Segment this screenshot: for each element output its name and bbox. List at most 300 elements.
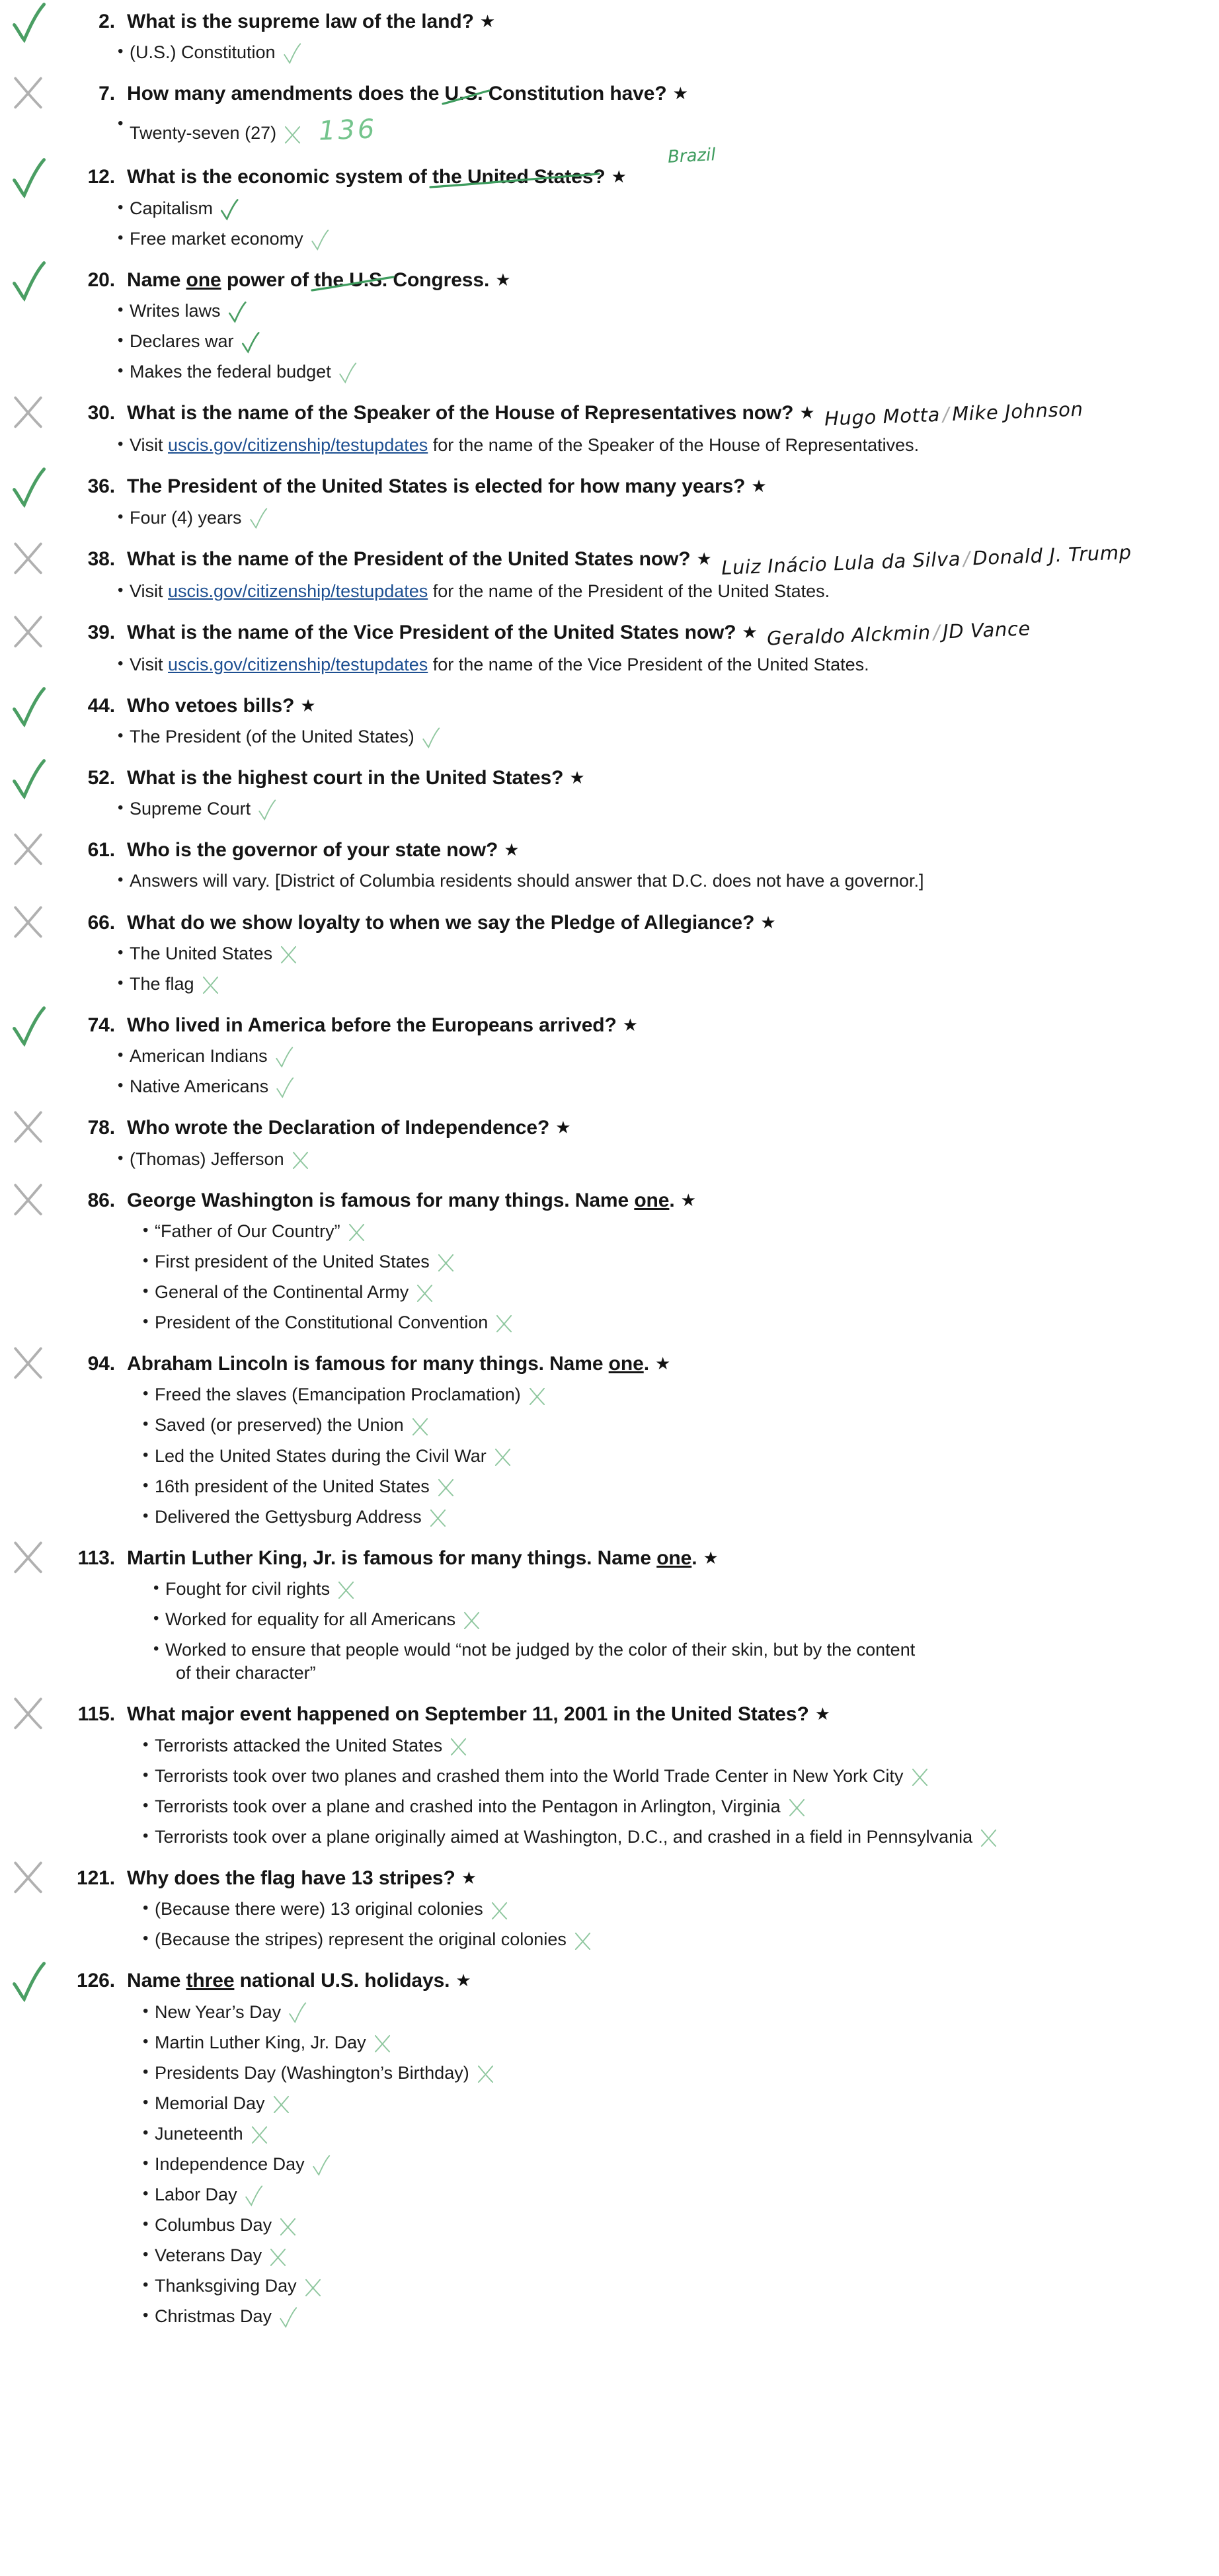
question-block [0,910,1219,996]
handwritten-correction: Brazil [667,145,717,168]
question-heading [74,540,1219,579]
bullet-icon: • [143,2215,149,2234]
question-number: 20. [87,268,115,291]
bullet-icon: • [118,301,124,319]
question-block [0,617,1219,676]
bullet-icon: • [143,1251,149,1269]
question-x-mark-icon [12,831,54,869]
bullet-icon: • [118,654,124,672]
question-x-mark-icon [12,1859,54,1898]
x-mark-icon [491,1901,508,1920]
handwritten-green-text: Geraldo Alckmin [766,620,931,650]
question-text: Why does the flag have 13 stripes? [127,1867,455,1889]
question-x-mark-icon [12,614,54,652]
x-mark-icon [269,2247,287,2267]
x-mark-icon [437,1478,455,1497]
x-mark-icon [429,1508,447,1527]
answer-item [74,869,1200,893]
answer-text: (Thomas) Jefferson [130,1148,284,1169]
question-number: 2. [98,11,115,32]
question-block [0,694,1219,748]
bullet-icon: • [143,1506,149,1525]
answer-list [74,1148,1219,1171]
question-text [127,1547,697,1569]
bullet-icon: • [143,2032,149,2050]
x-mark-icon [788,1798,806,1817]
handwritten-slash: / [963,547,970,570]
bullet-icon: • [143,2306,149,2325]
x-mark-icon [272,2095,290,2114]
testupdates-link[interactable]: uscis.gov/citizenship/testupdates [168,581,428,601]
star-icon: ★ [680,1189,696,1210]
answer-item [74,1383,1219,1406]
bullet-icon: • [143,1796,149,1814]
answer-text: Capitalism [130,198,214,218]
answer-item [74,197,1200,220]
x-mark-icon [374,2034,391,2053]
bullet-icon: • [153,1640,159,1658]
answer-text: “Father of Our Country” [155,1221,340,1241]
question-emphasis: three [186,1970,235,1992]
question-block [0,268,1219,383]
answer-list [74,869,1219,893]
answer-prefix: Visit [130,435,169,456]
question-text-after: . [691,1547,697,1569]
check-mark-icon [283,43,302,64]
answer-text: The President (of the United States) [130,726,414,746]
star-icon: ★ [455,1970,471,1991]
bullet-icon: • [143,1415,149,1433]
question-x-mark-icon [12,904,54,942]
star-icon: ★ [622,1014,638,1035]
answer-item [74,434,1200,457]
answer-text: Worked for equality for all Americans [165,1609,456,1630]
question-x-mark-icon [12,75,54,113]
bullet-icon: • [118,943,124,961]
answer-text: First president of the United States [155,1251,430,1271]
check-mark-icon [220,199,239,220]
question-block [0,540,1219,603]
question-text: Who wrote the Declaration of Independence? [127,1117,550,1139]
question-heading [74,1968,1219,1993]
bullet-icon: • [143,1929,149,1948]
answer-item [74,725,1200,748]
bullet-icon: • [143,1221,149,1239]
answer-item [74,1638,1219,1685]
question-x-mark-icon [12,1109,54,1147]
answer-text: Declares war [130,331,234,352]
x-mark-icon [450,1737,467,1756]
answer-list [74,41,1219,64]
star-icon: ★ [495,269,511,290]
answer-text: Thanksgiving Day [155,2276,297,2296]
check-mark-icon [258,799,277,821]
question-number: 12. [87,166,115,188]
bullet-icon: • [143,1765,149,1784]
question-heading [74,617,1219,650]
star-icon: ★ [654,1353,671,1374]
handwritten-annotation [824,398,1083,432]
question-x-mark-icon [12,1539,54,1578]
answer-text: Memorial Day [155,2093,265,2113]
question-number: 74. [87,1014,115,1036]
handwritten-grey-text: Mike Johnson [951,397,1083,426]
question-heading [74,268,1219,292]
question-heading [74,1188,1219,1213]
answer-item [74,1608,1219,1631]
bullet-icon: • [153,1579,159,1597]
answer-item [74,41,1200,64]
x-mark-icon [416,1283,434,1303]
answer-list [74,580,1219,603]
question-block [0,1866,1219,1951]
answer-continuation: of their character” [176,1663,316,1683]
question-check-mark-icon [12,261,54,300]
answer-item [74,942,1200,965]
x-mark-icon [477,2064,494,2083]
question-check-mark-icon [12,759,54,797]
answer-text: Freed the slaves (Emancipation Proclamation) [155,1385,521,1405]
question-text-after: national U.S. holidays. [234,1970,450,1992]
star-icon: ★ [751,476,767,497]
question-block [0,1968,1219,2328]
answer-item [74,2001,1219,2024]
answer-item [74,797,1200,821]
answer-text: Veterans Day [155,2245,262,2266]
star-icon: ★ [611,167,627,187]
question-check-mark-icon [12,1962,54,2000]
bullet-icon: • [118,1046,124,1065]
handwritten-answer: 136 [318,114,378,147]
bullet-icon: • [118,228,124,247]
check-mark-icon [245,2185,264,2206]
x-mark-icon [348,1223,366,1242]
answer-text: Worked to ensure that people would “not be judged by the color of their skin, but by the content [165,1640,916,1660]
answer-text: Four (4) years [130,507,242,528]
answer-item [74,1414,1219,1437]
answer-text: (U.S.) Constitution [130,42,276,63]
check-mark-icon [228,302,247,323]
question-number: 115. [77,1703,115,1726]
check-mark-icon [275,1047,294,1068]
answer-text: Free market economy [130,228,303,249]
answer-list [74,1898,1219,1951]
question-text-before: Abraham Lincoln is famous for many things. Name [127,1353,609,1375]
star-icon: ★ [569,768,585,788]
question-heading [74,9,1219,34]
question-block [0,81,1219,147]
bullet-icon: • [118,799,124,817]
question-heading [74,1546,1219,1570]
answer-item [74,1734,1219,1757]
question-block [0,1546,1219,1685]
star-icon: ★ [504,840,520,860]
check-mark-icon [279,2307,298,2328]
answer-item [74,1795,1219,1818]
question-text: Who is the governor of your state now? [127,839,498,862]
answer-list [74,300,1219,383]
bullet-icon: • [143,1312,149,1331]
bullet-icon: • [118,331,124,350]
answer-item [74,113,1200,147]
answer-text: Saved (or preserved) the Union [155,1415,404,1435]
question-check-mark-icon [12,1006,54,1045]
bullet-icon: • [143,2153,149,2172]
bullet-icon: • [143,1476,149,1494]
question-text [127,269,489,291]
x-mark-icon [280,945,297,964]
answer-text: Native Americans [130,1076,269,1097]
answer-suffix: for the name of the Speaker of the House of Representatives. [428,435,920,456]
check-mark-icon [288,2002,307,2023]
answer-item [74,1898,1219,1921]
answer-item [74,1765,1219,1788]
bullet-icon: • [143,2123,149,2142]
answer-item [74,1281,1219,1304]
question-text: What is the supreme law of the land? [127,11,474,32]
bullet-icon: • [118,42,124,61]
question-text: Who vetoes bills? [127,694,295,717]
x-mark-icon [411,1417,429,1436]
question-number: 113. [77,1547,115,1569]
x-mark-icon [202,975,219,994]
check-mark-icon [249,508,268,529]
bullet-icon: • [143,2185,149,2203]
x-mark-icon [495,1314,513,1333]
answer-item [74,2031,1219,2054]
answer-list [74,1734,1219,1849]
x-mark-icon [463,1611,481,1630]
question-text: What do we show loyalty to when we say the Pledge of Allegiance? [127,911,755,934]
bullet-icon: • [143,1735,149,1753]
star-icon: ★ [742,622,758,642]
answer-item [74,2092,1219,2115]
answer-item [74,653,1200,676]
handwritten-green-text: Luiz Inácio Lula da Silva [721,547,961,579]
question-block [0,9,1219,64]
question-heading [74,397,1219,430]
answer-list [74,113,1219,147]
star-icon: ★ [672,83,688,104]
answer-text: Terrorists took over a plane originally aimed at Washington, D.C., and crashed in a field in Pennsylvania [155,1826,973,1847]
question-heading [74,766,1219,790]
answer-item [74,360,1200,383]
bullet-icon: • [118,1076,124,1095]
bullet-icon: • [143,1385,149,1403]
question-text: What is the name of the Vice President of the United States now? [127,621,736,643]
star-icon: ★ [760,912,776,932]
answer-text: Columbus Day [155,2215,272,2235]
x-mark-icon [911,1767,929,1787]
handwritten-annotation [721,541,1132,581]
answer-item [74,2274,1219,2298]
bullet-icon: • [118,198,124,216]
answer-item [74,2153,1219,2176]
answer-list [74,653,1219,676]
answer-prefix: Visit [130,654,169,674]
question-check-mark-icon [12,687,54,725]
answer-text: Writes laws [130,301,221,321]
question-text-after: power of the U.S. Congress. [221,268,490,291]
question-block [0,1702,1219,1849]
bullet-icon: • [153,1609,159,1628]
question-x-mark-icon [12,540,54,579]
answer-item [74,2214,1219,2237]
bullet-icon: • [143,1445,149,1464]
question-number: 38. [87,547,115,570]
question-text: What is the economic system of the United States? [127,166,606,188]
testupdates-link[interactable]: uscis.gov/citizenship/testupdates [168,654,428,674]
question-text: How many amendments does the U.S. Constitution have? [127,83,667,105]
question-check-mark-icon [12,467,54,506]
question-number: 36. [87,475,115,498]
answer-text: Martin Luther King, Jr. Day [155,2032,366,2052]
answer-item [74,1826,1219,1849]
answer-item [74,1311,1219,1334]
answer-text: Supreme Court [130,799,251,819]
answer-prefix: Visit [130,581,169,601]
answer-list [74,197,1219,251]
answer-text: The flag [130,973,194,994]
answer-text: The United States [130,943,273,963]
question-number: 39. [87,621,115,643]
x-mark-icon [494,1447,512,1467]
answer-text: American Indians [130,1046,268,1067]
answer-text: (Because there were) 13 original colonies [155,1899,483,1919]
question-number: 121. [77,1867,115,1889]
answer-text [130,581,830,601]
question-heading [74,165,1219,189]
answer-item [74,1148,1200,1171]
question-text-before: George Washington is famous for many things. Name [127,1189,635,1211]
answer-list [74,506,1219,530]
question-check-mark-icon [12,158,54,196]
star-icon: ★ [814,1704,830,1724]
question-number: 44. [87,694,115,717]
question-text [127,1189,675,1211]
question-number: 126. [77,1970,115,1992]
answer-text: Juneteenth [155,2123,243,2144]
answer-item [74,1928,1219,1951]
answer-list [74,725,1219,748]
x-mark-icon [292,1150,309,1170]
question-text-after: . [669,1189,675,1211]
answer-item [74,1475,1219,1498]
answer-list [74,1383,1219,1528]
question-text [127,1970,450,1992]
answer-item [74,1250,1219,1273]
check-mark-icon [276,1077,295,1098]
answer-list [74,1220,1219,1334]
question-block [0,474,1219,529]
answer-text: New Year’s Day [155,2001,282,2022]
star-icon: ★ [703,1547,719,1568]
answer-item [74,1045,1200,1068]
question-heading [74,910,1219,935]
check-mark-icon [241,332,260,353]
question-text: What is the highest court in the United States? [127,767,564,789]
question-number: 66. [87,911,115,934]
x-mark-icon [251,2125,268,2144]
question-check-mark-icon [12,3,54,41]
question-text-before: Martin Luther King, Jr. is famous for many things. Name [127,1547,657,1569]
handwritten-annotation [766,617,1031,651]
question-number: 94. [87,1353,115,1375]
answer-item [74,973,1200,996]
answer-item [74,1578,1219,1601]
star-icon: ★ [555,1117,571,1138]
answer-text: (Because the stripes) represent the original colonies [155,1929,567,1950]
answer-item [74,2183,1219,2206]
answer-text: Presidents Day (Washington’s Birthday) [155,2062,469,2083]
x-mark-icon [528,1387,546,1406]
answer-text: 16th president of the United States [155,1476,430,1496]
answer-item [74,1506,1219,1529]
answer-item [74,330,1200,353]
question-emphasis: one [656,1547,692,1569]
answer-suffix: for the name of the President of the United States. [428,581,830,601]
star-icon: ★ [300,695,316,715]
question-heading [74,1702,1219,1726]
x-mark-icon [980,1828,998,1847]
question-block [0,838,1219,893]
answer-item [74,227,1200,251]
question-text-after: . [643,1353,649,1375]
question-x-mark-icon [12,394,54,432]
bullet-icon: • [118,362,124,380]
handwritten-slash: / [941,403,950,426]
question-block [0,1351,1219,1529]
star-icon: ★ [461,1867,477,1888]
bullet-icon: • [143,2001,149,2020]
answer-text: Christmas Day [155,2306,272,2327]
bullet-icon: • [118,1148,124,1167]
answer-item [74,1075,1200,1098]
answer-text: Delivered the Gettysburg Address [155,1506,422,1527]
question-text [127,1353,649,1375]
answer-text: Answers will vary. [District of Columbia residents should answer that D.C. does not have a governor.] [130,871,924,891]
answer-item [74,2062,1219,2085]
bullet-icon: • [143,2276,149,2294]
question-block [0,1115,1219,1170]
question-heading [74,694,1219,718]
x-mark-icon [279,2217,297,2236]
check-mark-icon [338,362,358,383]
bullet-icon: • [143,1281,149,1300]
question-emphasis: one [634,1189,670,1211]
question-heading [74,1115,1219,1140]
bullet-icon: • [118,973,124,992]
question-text-before: Name [127,1970,186,1992]
question-heading [74,1866,1219,1890]
testupdates-link[interactable]: uscis.gov/citizenship/testupdates [168,435,428,456]
question-text-before: Name [127,268,186,291]
answer-text: Terrorists attacked the United States [155,1735,443,1755]
question-heading [74,838,1219,862]
answer-text [130,435,919,455]
bullet-icon: • [118,507,124,526]
star-icon: ★ [479,11,496,31]
question-number: 78. [87,1117,115,1139]
question-number: 86. [87,1189,115,1211]
bullet-icon: • [143,1826,149,1845]
x-mark-icon [337,1580,355,1599]
x-mark-icon [437,1253,455,1272]
question-emphasis: one [608,1353,644,1375]
question-list [0,9,1219,2329]
x-mark-icon [304,2278,322,2297]
answer-text: Labor Day [155,2185,237,2205]
